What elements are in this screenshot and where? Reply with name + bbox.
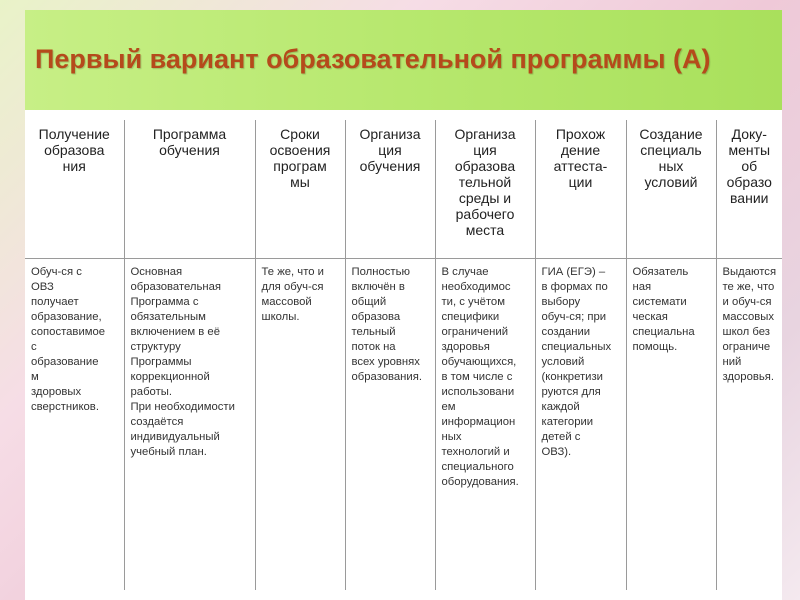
- header-cell: [716, 120, 782, 259]
- text-line: ГИА (ЕГЭ) –: [541, 266, 606, 278]
- text-line: образования.: [351, 371, 422, 383]
- heading-line: мы: [290, 174, 310, 190]
- heading-line: вании: [730, 190, 769, 206]
- text-line: сопоставимое: [31, 326, 106, 338]
- header-cell: [255, 120, 345, 259]
- column-text: [436, 259, 535, 490]
- heading-line: Организа: [359, 126, 421, 142]
- column-heading: [627, 120, 716, 190]
- text-line: оборудования.: [441, 476, 519, 488]
- heading-line: образова: [44, 142, 105, 158]
- heading-line: ция: [473, 142, 497, 158]
- text-line: создаётся: [130, 416, 184, 428]
- text-line: в формах по: [541, 281, 608, 293]
- text-line: Обязатель: [632, 266, 689, 278]
- text-line: для обуч-ся: [261, 281, 324, 293]
- text-line: ОВЗ).: [541, 446, 572, 458]
- text-line: м: [31, 371, 39, 383]
- text-line: обучающихся,: [441, 356, 517, 368]
- text-line: школы.: [261, 311, 300, 323]
- heading-line: освоения: [269, 142, 331, 158]
- heading-line: Доку-: [731, 126, 767, 142]
- text-line: здоровых: [31, 386, 82, 398]
- text-line: информацион: [441, 416, 516, 428]
- text-line: обуч-ся; при: [541, 311, 607, 323]
- column-heading: [717, 120, 783, 206]
- text-line: При необходимости: [130, 401, 235, 413]
- text-line: ограниче: [722, 341, 771, 353]
- text-line: работы.: [130, 386, 173, 398]
- text-line: здоровья.: [722, 371, 775, 383]
- text-line: Обуч-ся с: [31, 266, 82, 278]
- program-table: [25, 120, 782, 590]
- heading-line: програм: [273, 158, 327, 174]
- header-cell: [435, 120, 535, 259]
- text-line: Основная: [130, 266, 183, 278]
- column-heading: [125, 120, 255, 158]
- text-line: ческая: [632, 311, 668, 323]
- column-heading: [346, 120, 435, 174]
- column-text: [256, 259, 345, 325]
- text-line: с: [31, 341, 37, 353]
- text-line: массовых: [722, 311, 775, 323]
- heading-line: специаль: [640, 142, 702, 158]
- text-line: использовани: [441, 386, 515, 398]
- text-line: включён в: [351, 281, 405, 293]
- heading-line: образо: [726, 174, 772, 190]
- text-line: коррекционной: [130, 371, 210, 383]
- table-body-row: [25, 259, 782, 591]
- heading-line: среды и: [458, 190, 512, 206]
- text-line: школ без: [722, 326, 770, 338]
- text-line: системати: [632, 296, 687, 308]
- text-line: структуру: [130, 341, 181, 353]
- text-line: в том числе с: [441, 371, 513, 383]
- text-line: ных: [441, 431, 462, 443]
- text-line: те же, что: [722, 281, 775, 293]
- heading-line: Создание: [639, 126, 703, 142]
- text-line: обязательным: [130, 311, 206, 323]
- heading-line: ция: [378, 142, 402, 158]
- text-line: выбору: [541, 296, 581, 308]
- text-line: ОВЗ: [31, 281, 54, 293]
- text-line: здоровья: [441, 341, 490, 353]
- text-line: технологий и: [441, 446, 510, 458]
- text-line: Полностью: [351, 266, 410, 278]
- heading-line: менты: [728, 142, 771, 158]
- heading-line: Программа: [152, 126, 227, 142]
- text-line: специального: [441, 461, 514, 473]
- header-cell: [124, 120, 255, 259]
- table-header-row: [25, 120, 782, 259]
- body-cell: [255, 259, 345, 591]
- text-line: образование,: [31, 311, 102, 323]
- text-line: руются для: [541, 386, 601, 398]
- column-heading: [25, 120, 124, 174]
- text-line: ем: [441, 401, 456, 413]
- heading-line: ных: [658, 158, 684, 174]
- text-line: и обуч-ся: [722, 296, 772, 308]
- text-line: специфики: [441, 311, 500, 323]
- heading-line: Получение: [38, 126, 110, 142]
- heading-line: дение: [560, 142, 601, 158]
- text-line: детей с: [541, 431, 581, 443]
- text-line: создании: [541, 326, 591, 338]
- text-line: всех уровнях: [351, 356, 420, 368]
- body-cell: [626, 259, 716, 591]
- text-line: учебный план.: [130, 446, 207, 458]
- heading-line: обучения: [159, 142, 220, 158]
- heading-line: образова: [454, 158, 516, 174]
- column-text: [627, 259, 716, 355]
- text-line: общий: [351, 296, 387, 308]
- heading-line: условий: [644, 174, 698, 190]
- text-line: ний: [722, 356, 742, 368]
- header-cell: [535, 120, 626, 259]
- text-line: (конкретизи: [541, 371, 603, 383]
- text-line: Выдаются: [722, 266, 777, 278]
- text-line: специальных: [541, 341, 612, 353]
- text-line: ограничений: [441, 326, 509, 338]
- text-line: массовой: [261, 296, 312, 308]
- text-line: Программы: [130, 356, 192, 368]
- text-line: образовательная: [130, 281, 222, 293]
- text-line: каждой: [541, 401, 580, 413]
- body-cell: [535, 259, 626, 591]
- heading-line: ции: [568, 174, 593, 190]
- heading-line: рабочего: [455, 206, 515, 222]
- column-heading: [536, 120, 626, 190]
- body-cell: [124, 259, 255, 591]
- column-text: [536, 259, 626, 460]
- heading-line: Организа: [454, 126, 516, 142]
- column-heading: [256, 120, 345, 190]
- slide: [25, 10, 782, 600]
- header-cell: [345, 120, 435, 259]
- column-text: [717, 259, 783, 385]
- text-line: индивидуальный: [130, 431, 220, 443]
- column-heading: [436, 120, 535, 238]
- text-line: специальна: [632, 326, 695, 338]
- heading-line: аттеста-: [553, 158, 608, 174]
- text-line: включением в её: [130, 326, 220, 338]
- text-line: условий: [541, 356, 585, 368]
- text-line: тельный: [351, 326, 396, 338]
- heading-line: Сроки: [280, 126, 320, 142]
- body-cell: [716, 259, 782, 591]
- text-line: В случае: [441, 266, 489, 278]
- heading-line: ния: [62, 158, 86, 174]
- heading-line: обучения: [359, 158, 421, 174]
- heading-line: места: [465, 222, 505, 238]
- text-line: Программа с: [130, 296, 199, 308]
- slide-title: Первый вариант образовательной программы (А): [35, 44, 711, 74]
- text-line: сверстников.: [31, 401, 99, 413]
- text-line: образова: [351, 311, 401, 323]
- body-cell: [25, 259, 124, 591]
- column-text: [125, 259, 255, 460]
- body-cell: [345, 259, 435, 591]
- text-line: образование: [31, 356, 99, 368]
- title-bar: [25, 10, 782, 110]
- text-line: ная: [632, 281, 652, 293]
- text-line: необходимос: [441, 281, 511, 293]
- column-text: [346, 259, 435, 385]
- text-line: категории: [541, 416, 594, 428]
- heading-line: об: [741, 158, 758, 174]
- body-cell: [435, 259, 535, 591]
- text-line: поток на: [351, 341, 396, 353]
- text-line: ти, с учётом: [441, 296, 505, 308]
- heading-line: Прохож: [555, 126, 606, 142]
- header-cell: [25, 120, 124, 259]
- column-text: [25, 259, 124, 415]
- text-line: получает: [31, 296, 79, 308]
- header-cell: [626, 120, 716, 259]
- heading-line: тельной: [458, 174, 512, 190]
- text-line: помощь.: [632, 341, 678, 353]
- text-line: Те же, что и: [261, 266, 324, 278]
